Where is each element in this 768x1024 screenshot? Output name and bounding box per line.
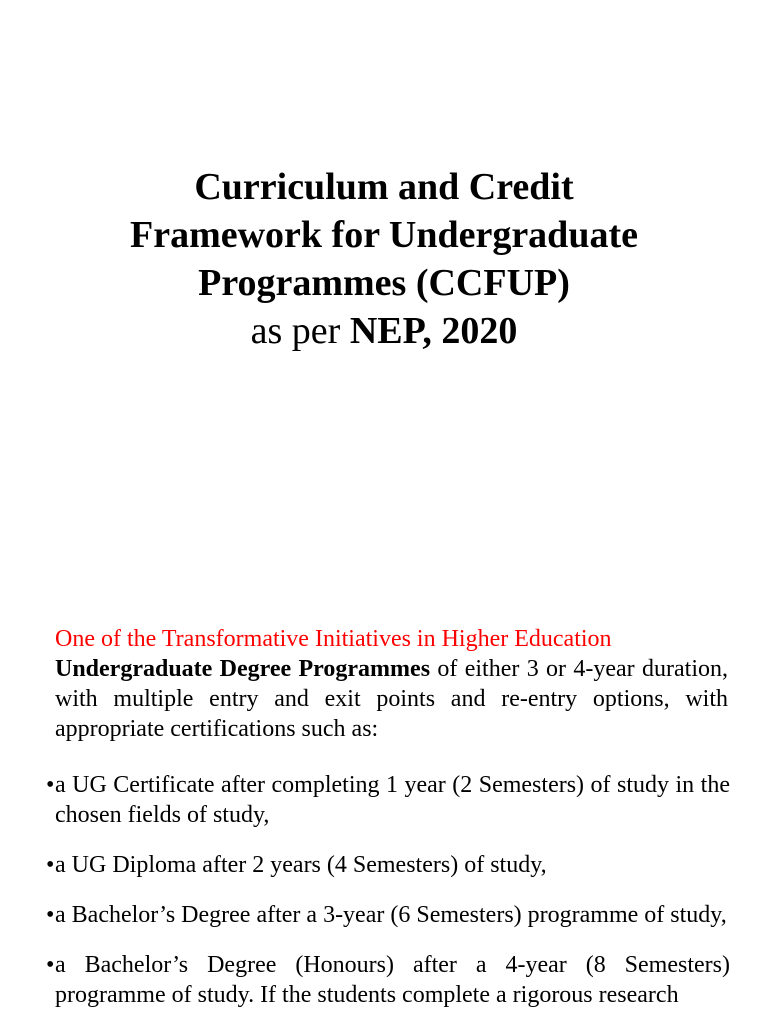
intro-paragraph <box>55 654 728 744</box>
title-line-4-prefix: as per <box>250 310 350 352</box>
red-heading: One of the Transformative Initiatives in Higher Education <box>55 626 612 652</box>
list-item-text: a Bachelor’s Degree after a 3-year (6 Semesters) programme of study, <box>55 902 727 928</box>
slide-title <box>40 163 728 355</box>
bullet-icon: • <box>46 772 55 798</box>
title-line-2: Framework for Undergraduate <box>130 214 638 256</box>
list-item-text: a Bachelor’s Degree (Honours) after a 4-year (8 Semesters) programme of study. If the students complete a rigorous research <box>55 952 730 1008</box>
bullet-icon: • <box>46 902 55 928</box>
title-line-4-bold: NEP, 2020 <box>349 310 518 352</box>
title-line-1: Curriculum and Credit <box>194 166 574 208</box>
content-block <box>55 624 728 744</box>
title-line-3: Programmes (CCFUP) <box>198 262 570 304</box>
list-item <box>46 950 730 1010</box>
title-line-4 <box>40 307 728 355</box>
intro-text: of either 3 or 4-year duration, with multiple entry and exit points and re-entry options, with appropriate certifications such as: <box>55 656 728 742</box>
list-item <box>46 850 730 880</box>
list-item-text: a UG Diploma after 2 years (4 Semesters) of study, <box>55 852 547 878</box>
list-item <box>46 900 730 930</box>
bullet-icon: • <box>46 852 55 878</box>
intro-bold-term: Undergraduate Degree Programmes <box>55 656 431 682</box>
bullet-icon: • <box>46 952 55 978</box>
list-item <box>46 770 730 830</box>
bullet-list <box>46 770 730 1024</box>
list-item-text: a UG Certificate after completing 1 year (2 Semesters) of study in the chosen fields of study, <box>55 772 730 828</box>
